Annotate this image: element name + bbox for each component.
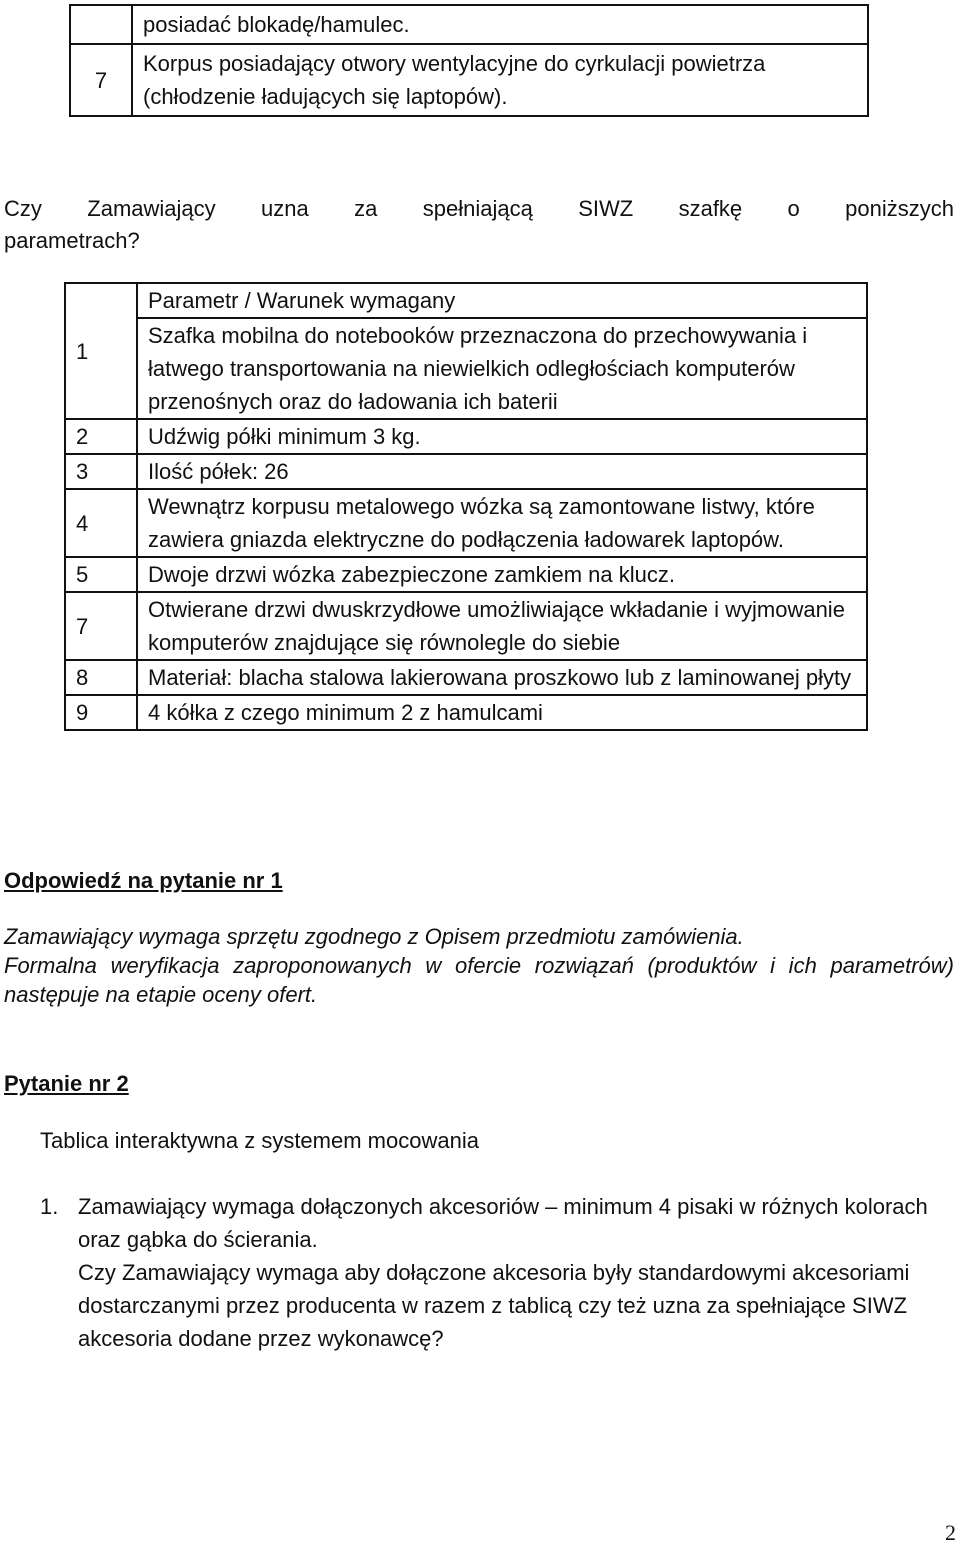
row-number: 4 [65, 489, 137, 557]
row-number: 9 [65, 695, 137, 730]
continued-spec-table [69, 4, 869, 117]
answer-line: Formalna weryfikacja zaproponowanych w ofercie rozwiązań (produktów i ich parametrów) następuje na etapie oceny ofert. [4, 953, 954, 1007]
table-row [70, 44, 868, 116]
row-text: Wewnątrz korpusu metalowego wózka są zamontowane listwy, które zawiera gniazda elektryczne do podłączenia ładowarek laptopów. [137, 489, 867, 557]
question2-heading: Pytanie nr 2 [4, 1071, 129, 1096]
row-number: 2 [65, 419, 137, 454]
table-row [65, 695, 867, 730]
question2-subject: Tablica interaktywna z systemem mocowania [40, 1128, 479, 1153]
answer-text [4, 922, 954, 1009]
row-number: 1 [65, 283, 137, 419]
table-row [65, 454, 867, 489]
row-text: Materiał: blacha stalowa lakierowana proszkowo lub z laminowanej płyty [137, 660, 867, 695]
row-number: 7 [70, 44, 132, 116]
row-text: 4 kółka z czego minimum 2 z hamulcami [137, 695, 867, 730]
item-number: 1. [40, 1194, 59, 1219]
table-header: Parametr / Warunek wymagany [137, 283, 867, 318]
table-row [70, 5, 868, 44]
item-text: Zamawiający wymaga dołączonych akcesoriów – minimum 4 pisaki w różnych kolorach oraz gąbka do ścierania. [78, 1194, 928, 1252]
answer-heading: Odpowiedź na pytanie nr 1 [4, 868, 283, 893]
row-text: Udźwig półki minimum 3 kg. [137, 419, 867, 454]
question-intro-line2: parametrach? [4, 228, 140, 253]
row-number: 7 [65, 592, 137, 660]
answer-line: Zamawiający wymaga sprzętu zgodnego z Opisem przedmiotu zamówienia. [4, 924, 744, 949]
row-text: Dwoje drzwi wózka zabezpieczone zamkiem na klucz. [137, 557, 867, 592]
row-text: posiadać blokadę/hamulec. [132, 5, 868, 44]
table-row [65, 489, 867, 557]
table-row [65, 660, 867, 695]
row-number: 8 [65, 660, 137, 695]
question2-item [40, 1190, 960, 1355]
row-number: 3 [65, 454, 137, 489]
row-text: Szafka mobilna do notebooków przeznaczona do przechowywania i łatwego transportowania na niewielkich odległościach komputerów przenośnych oraz do ładowania ich baterii [137, 318, 867, 419]
question-intro-line1: Czy Zamawiający uzna za spełniającą SIWZ szafkę o poniższych [4, 196, 954, 221]
row-number [70, 5, 132, 44]
table-row [65, 283, 867, 318]
row-text: Korpus posiadający otwory wentylacyjne do cyrkulacji powietrza (chłodzenie ładujących się laptopów). [132, 44, 868, 116]
table-row [65, 557, 867, 592]
row-number: 5 [65, 557, 137, 592]
row-text: Otwierane drzwi dwuskrzydłowe umożliwiające wkładanie i wyjmowanie komputerów znajdujące się równolegle do siebie [137, 592, 867, 660]
table-row [65, 592, 867, 660]
spec-table [64, 282, 868, 731]
table-row [65, 419, 867, 454]
page-number: 2 [945, 1520, 956, 1545]
item-body [78, 1190, 960, 1355]
table-row [65, 318, 867, 419]
row-text: Ilość półek: 26 [137, 454, 867, 489]
item-text: Czy Zamawiający wymaga aby dołączone akcesoria były standardowymi akcesoriami dostarczanymi przez producenta w razem z tablicą czy też uzna za spełniające SIWZ akcesoria dodane przez wykonawcę? [78, 1260, 910, 1351]
